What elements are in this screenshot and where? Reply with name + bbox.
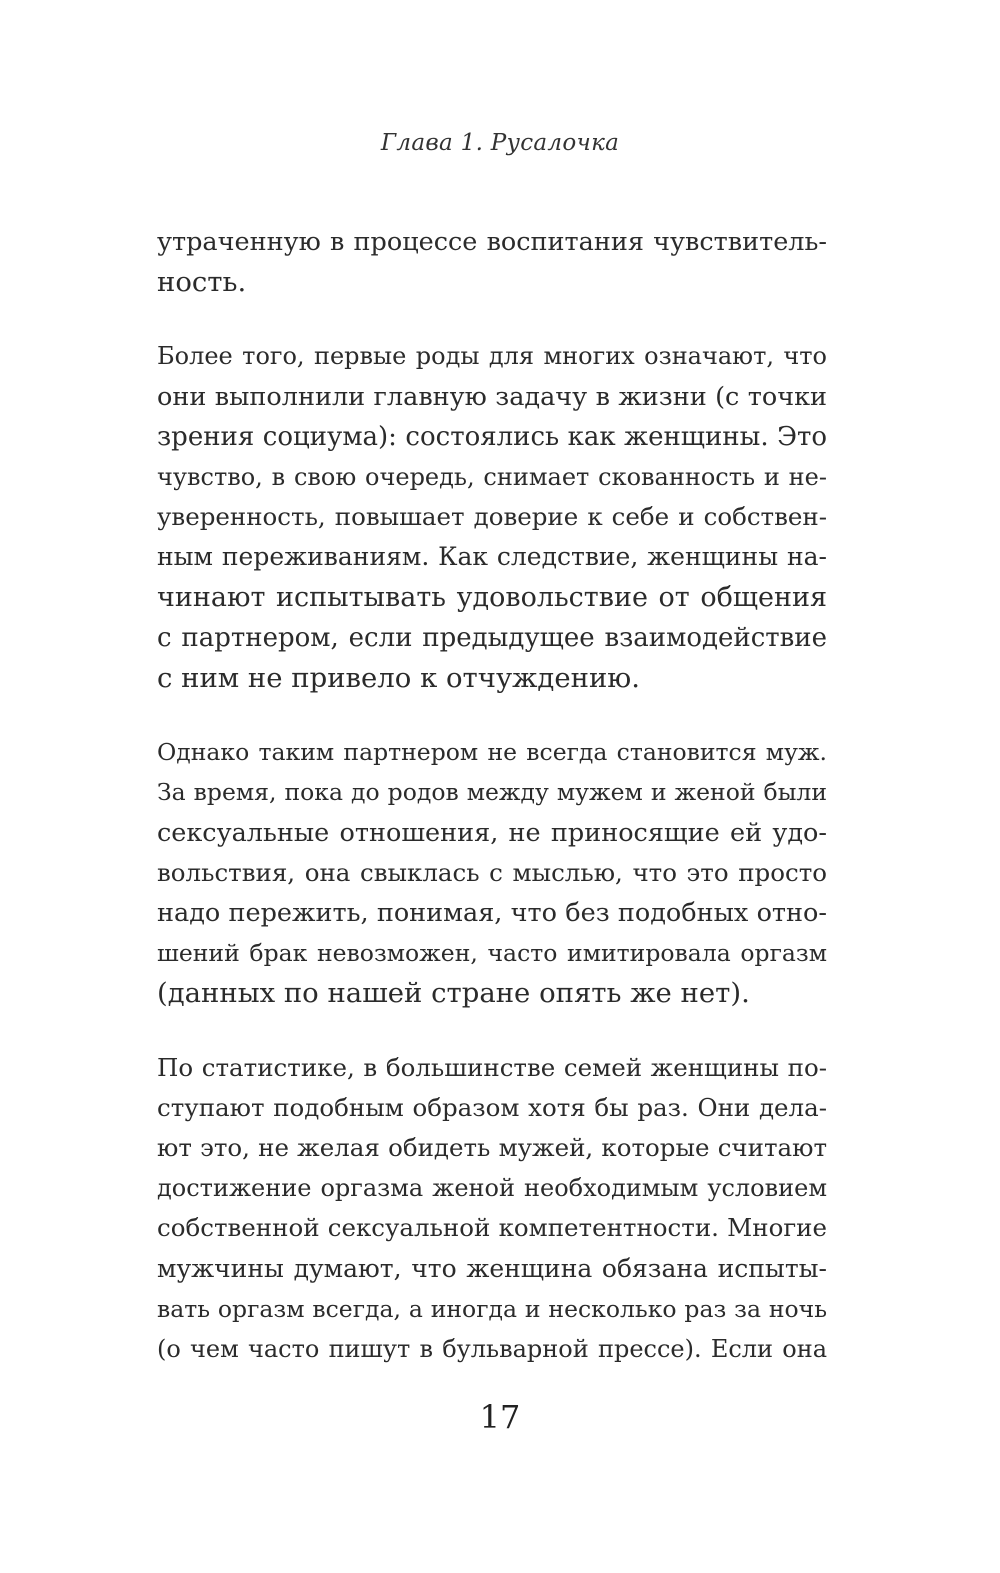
text-line: Однако таким партнером не всегда становится муж.	[157, 738, 827, 767]
text-line: чувство, в свою очередь, снимает скованность и не-	[157, 463, 827, 492]
text-line: вать оргазм всегда, а иногда и несколько раз за ночь	[157, 1294, 827, 1323]
text-line: уверенность, повышает доверие к себе и собствен-	[157, 502, 827, 532]
text-line: утраченную в процессе воспитания чувствитель-	[157, 227, 827, 257]
text-line: шений брак невозможен, часто имитировала оргазм	[157, 939, 827, 968]
text-line: мужчины думают, что женщина обязана испыты-	[157, 1253, 827, 1283]
text-line: чинают испытывать удовольствие от общения	[157, 581, 827, 613]
text-line: вольствия, она свыклась с мыслью, что это просто	[157, 857, 827, 887]
paragraph-3	[157, 732, 827, 1013]
text-line: По статистике, в большинстве семей женщины по-	[157, 1052, 827, 1082]
text-line: (данных по нашей стране опять же нет).	[157, 977, 750, 1010]
text-line: ным переживаниям. Как следствие, женщины на-	[157, 542, 827, 572]
body-text	[157, 222, 827, 1403]
text-line: зрения социума): состоялись как женщины. Это	[157, 421, 827, 452]
text-line: ют это, не желая обидеть мужей, которые считают	[157, 1133, 827, 1163]
text-line: ступают подобным образом хотя бы раз. Они дела-	[157, 1092, 827, 1122]
text-line: За время, пока до родов между мужем и женой были	[157, 778, 827, 807]
paragraph-1	[157, 222, 827, 302]
page-number: 17	[479, 1398, 521, 1436]
text-line: (о чем часто пишут в бульварной прессе). Если она	[157, 1335, 827, 1364]
paragraph-4	[157, 1048, 827, 1370]
text-line: они выполнили главную задачу в жизни (с точки	[157, 381, 827, 412]
text-line: с ним не привело к отчуждению.	[157, 662, 640, 695]
text-line: собственной сексуальной компетентности. Многие	[157, 1213, 827, 1243]
running-head: Глава 1. Русалочка	[380, 130, 620, 156]
text-line: ность.	[157, 266, 247, 299]
text-line: с партнером, если предыдущее взаимодействие	[157, 622, 827, 653]
text-line: Более того, первые роды для многих означают, что	[157, 342, 827, 371]
text-line: достижение оргазма женой необходимым условием	[157, 1174, 827, 1203]
text-line: надо пережить, понимая, что без подобных отно-	[157, 898, 827, 929]
paragraph-2	[157, 336, 827, 698]
text-line: сексуальные отношения, не приносящие ей удо-	[157, 817, 827, 848]
